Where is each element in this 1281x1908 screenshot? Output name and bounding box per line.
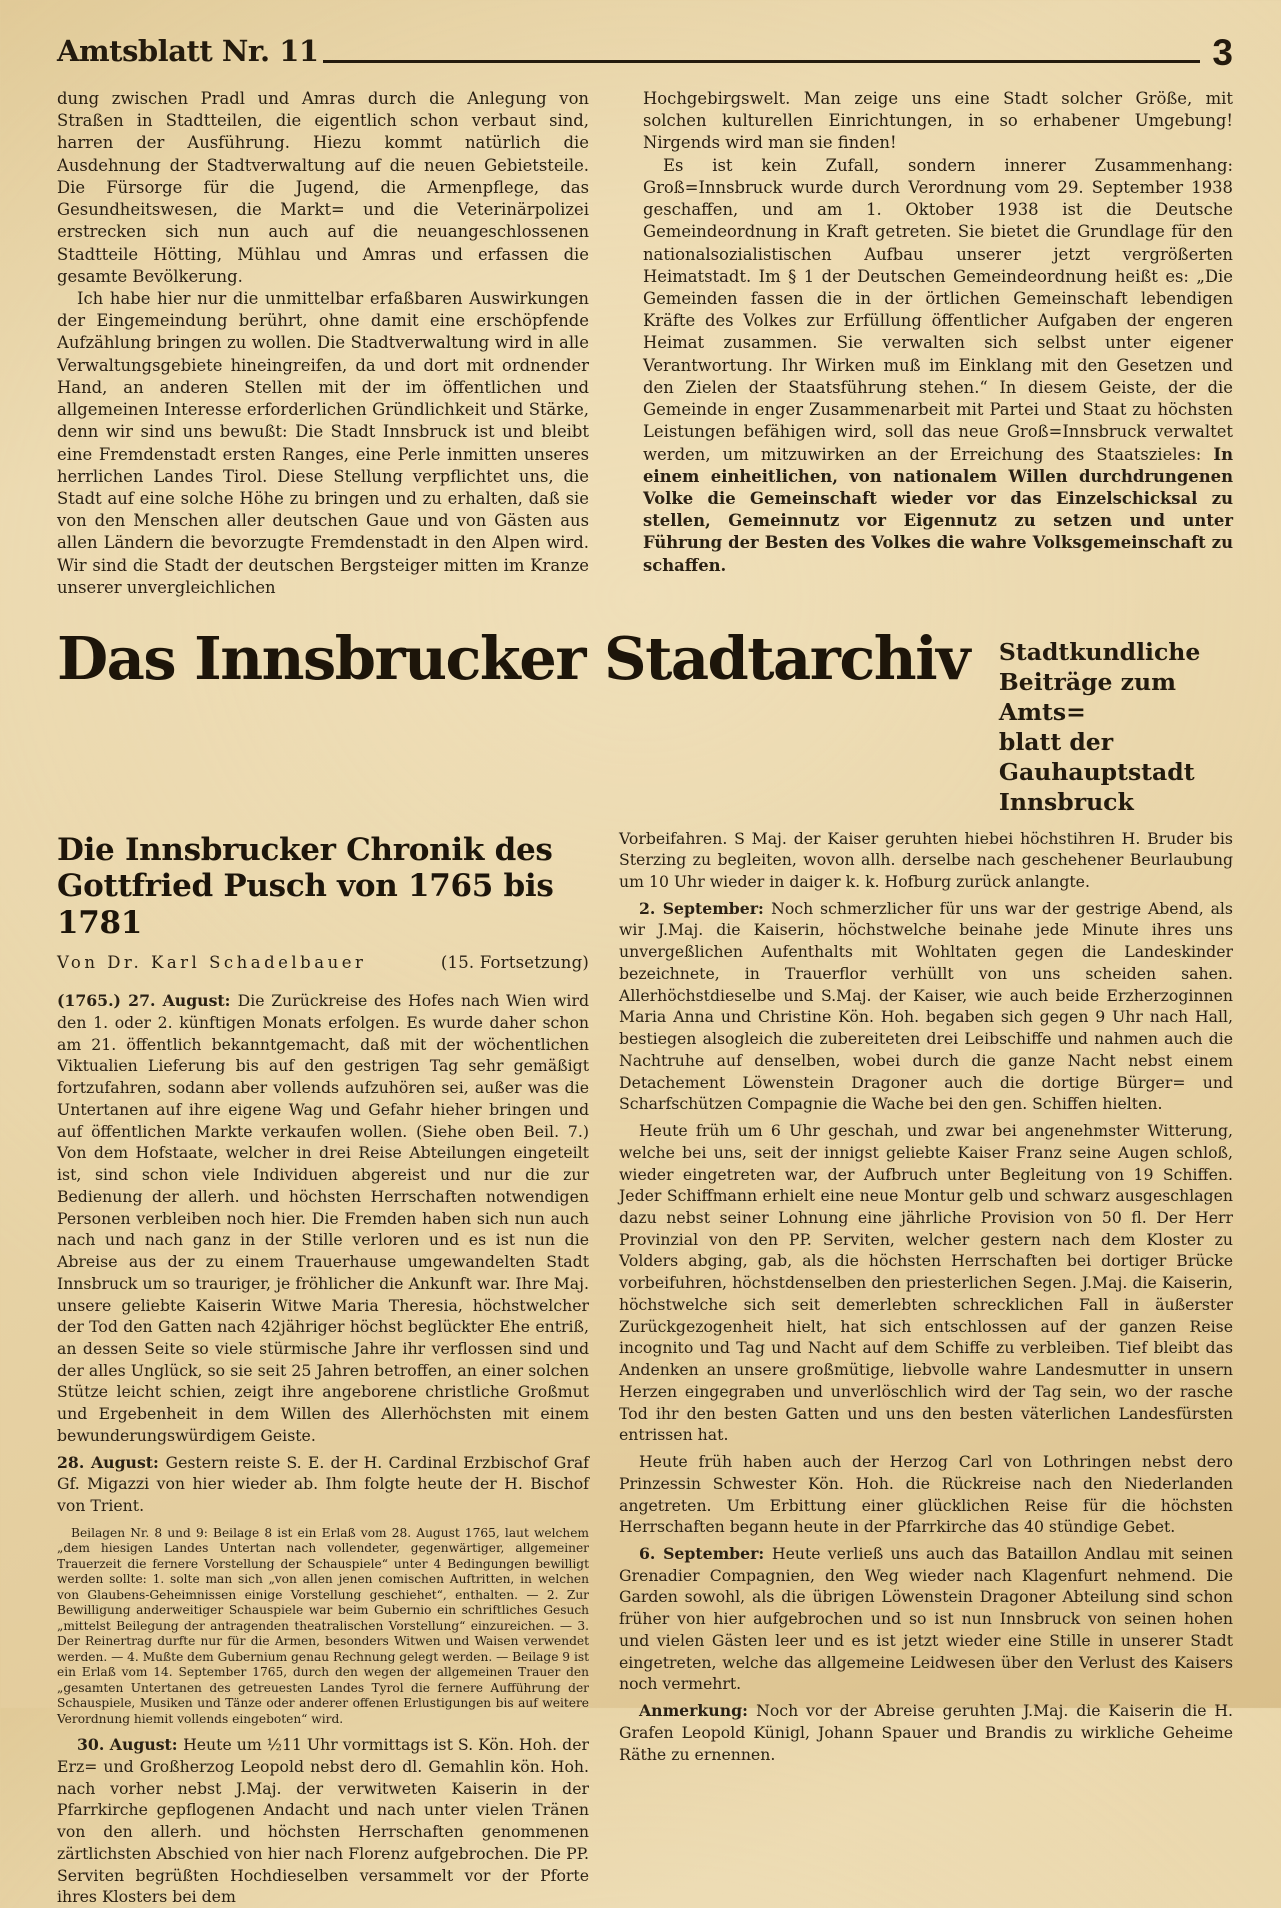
paragraph: Heute früh um 6 Uhr geschah, und zwar bei angenehmster Witterung, welche bei uns, seit der innigst geliebte Kaiser Franz seine Augen schloß, wieder eingetreten war, der Aufbruch unter Begleitung von 19 Schiffen. Jeder Schiffmann erhielt eine neue Montur gelb und schwarz ausgeschlagen dazu nebst seiner Lohnung eine jährliche Provision von 50 fl. Der Herr Provinzial von den PP. Serviten, welcher gestern nach dem Kloster zu Volders abging, gab, als die höchsten Herrschaften bei dortiger Brücke vorbeifuhren, höchstdenselben den priesterlichen Segen. J.Maj. die Kaiserin, höchstwelche sich seit demerlebten schrecklichen Fall in äußerster Zurückgezogenheit hielt, hat sich entschlossen auf der ganzen Reise incognito und Tag und Nacht auf dem Schiffe zu verbleiben. Tief bleibt das Andenken an unsere großmütige, liebvolle wahre Landesmutter in unsern Herzen eingegraben und unverlöschlich wird der Tag sein, wo der rasche Tod ihr den besten Gatten und uns den besten väterlichen Landesfürsten entrissen hat. xyxy=(619,1120,1233,1446)
paragraph: 30. August: Heute um ½11 Uhr vormittags ist S. Kön. Hoh. der Erz= und Großherzog Leopold nebst dero dl. Gemahlin kön. Hoh. nach vorher nebst J.Maj. der verwitweten Kaiserin in der Pfarrkirche gepflogenen Andacht und nach unter vielen Tränen von den allerh. und höchsten Herrschaften genommenen zärtlichsten Abschied von hier nach Florenz aufgebrochen. Die PP. Serviten begrüßten Hochdieselben versammelt vor der Pforte ihres Klosters bei dem xyxy=(57,1734,589,1908)
archive-subtitle xyxy=(999,637,1233,817)
article-section xyxy=(57,828,1233,1908)
archive-subtitle-line1: Stadtkundliche Beiträge zum Amts= xyxy=(999,637,1233,727)
archive-subtitle-line2: blatt der Gauhauptstadt Innsbruck xyxy=(999,727,1233,817)
archive-banner xyxy=(57,629,1233,817)
page-header xyxy=(57,34,1233,68)
top-right-column xyxy=(643,88,1233,599)
header-rule xyxy=(323,60,1201,63)
byline: Von Dr. Karl Schadelbauer xyxy=(57,953,366,972)
article-right-column xyxy=(619,828,1233,1908)
paragraph: 2. September: Noch schmerzlicher für uns war der gestrige Abend, als wir J.Maj. die Kaiserin, höchstwelche beinahe jede Minute ihres uns unvergeßlichen Aufenthalts mit Wohltaten gegen die Landeskinder bezeichnete, in Trauerflor verhüllt von uns scheiden sahen. Allerhöchstdieselbe und S.Maj. der Kaiser, wie auch beide Erzherzoginnen Maria Anna und Christine Kön. Hoh. begaben sich gegen 9 Uhr nach Hall, bestiegen alsogleich die zubereiteten drei Leibschiffe und nahmen auch die Nachtruhe auf denselben, wobei durch die ganze Nacht nebst einem Detachement Löwenstein Dragoner auch die dortige Bürger= und Scharfschützen Compagnie die Wache bei den gen. Schiffen hielten. xyxy=(619,898,1233,1115)
paragraph: Es ist kein Zufall, sondern innerer Zusammenhang: Groß=Innsbruck wurde durch Verordnung vom 29. September 1938 geschaffen, und am 1. Oktober 1938 ist die Deutsche Gemeindeordnung in Kraft getreten. Sie bietet die Grundlage für den nationalsozialistischen Aufbau unserer jetzt vergrößerten Heimatstadt. Im § 1 der Deutschen Gemeindeordnung heißt es: „Die Gemeinden fassen die in der örtlichen Gemeinschaft lebendigen Kräfte des Volkes zur Erfüllung öffentlicher Aufgaben der engeren Heimat zusammen. Sie verwalten sich selbst unter eigener Verantwortung. Ihr Wirken muß im Einklang mit den Gesetzen und den Zielen der Staatsführung stehen.“ In diesem Geiste, der die Gemeinde in enger Zusammenarbeit mit Partei und Staat zu höchsten Leistungen befähigen wird, soll das neue Groß=Innsbruck verwaltet werden, um mitzuwirken an der Erreichung des Staatszieles: In einem einheitlichen, von nationalem Willen durchdrungenen Volke die Gemeinschaft wieder vor das Einzelschicksal zu stellen, Gemeinnutz vor Eigennutz zu setzen und unter Führung der Besten des Volkes die wahre Volksgemeinschaft zu schaffen. xyxy=(643,155,1233,577)
archive-title: Das Innsbrucker Stadtarchiv xyxy=(57,629,969,689)
paragraph: Vorbeifahren. S Maj. der Kaiser geruhten hiebei höchstihren H. Bruder bis Sterzing zu begleiten, wovon allh. derselbe nach geschehener Beurlaubung um 10 Uhr wieder in daiger k. k. Hofburg zurück anlangte. xyxy=(619,828,1233,893)
article-title-line1: Die Innsbrucker Chronik des xyxy=(57,832,553,868)
article-title-line2: Gottfried Pusch von 1765 bis 1781 xyxy=(57,868,554,941)
top-left-column xyxy=(57,88,589,599)
paragraph: Hochgebirgswelt. Man zeige uns eine Stadt solcher Größe, mit solchen kulturellen Einrichtungen, in so erhabener Umgebung! Nirgends wird man sie finden! xyxy=(643,88,1233,155)
article-left-text xyxy=(57,990,589,1517)
article-title xyxy=(57,832,589,942)
paragraph: 6. September: Heute verließ uns auch das Bataillon Andlau mit seinen Grenadier Compagnien, den Weg wieder nach Klagenfurt nehmend. Die Garden sowohl, als die übrigen Löwenstein Dragoner Abteilung sind schon früher von hier aufgebrochen und so ist nun Innsbruck von seinen hohen und vielen Gästen leer und es ist jetzt wieder eine Stille in unserer Stadt eingetreten, welche das allgemeine Leidwesen über den Verlust des Kaisers noch vermehrt. xyxy=(619,1543,1233,1695)
paragraph: dung zwischen Pradl und Amras durch die Anlegung von Straßen in Stadtteilen, die eigentlich schon verbaut sind, harren der Ausführung. Hiezu kommt natürlich die Ausdehnung der Stadtverwaltung auf die neuen Gebietsteile. Die Fürsorge für die Jugend, die Armenpflege, das Gesundheitswesen, die Markt= und die Veterinärpolizei erstrecken sich nun auch auf die neuangeschlossenen Stadtteile Hötting, Mühlau und Amras und erfassen die gesamte Bevölkerung. xyxy=(57,88,589,288)
byline-row xyxy=(57,953,589,972)
article-left-text-continued xyxy=(57,1734,589,1908)
paragraph: Ich habe hier nur die unmittelbar erfaßbaren Auswirkungen der Eingemeindung berührt, ohne damit eine erschöpfende Aufzählung bringen zu wollen. Die Stadtverwaltung wird in alle Verwaltungsgebiete hineingreifen, da und dort mit ordnender Hand, an anderen Stellen mit der im öffentlichen und allgemeinen Interesse erforderlichen Gründlichkeit und Stärke, denn wir sind uns bewußt: Die Stadt Innsbruck ist und bleibt eine Fremdenstadt ersten Ranges, eine Perle inmitten unseres herrlichen Landes Tirol. Diese Stellung verpflichtet uns, die Stadt auf eine solche Höhe zu bringen und zu erhalten, daß sie von den Menschen aller deutschen Gaue und von Gästen aus allen Ländern die bevorzugte Fremdenstadt in den Alpen wird. Wir sind die Stadt der deutschen Bergsteiger mitten im Kranze unserer unvergleichlichen xyxy=(57,288,589,599)
installment-label: (15. Fortsetzung) xyxy=(441,953,589,972)
article-left-column xyxy=(57,828,589,1908)
footnote: Beilagen Nr. 8 und 9: Beilage 8 ist ein Erlaß vom 28. August 1765, laut welchem „dem hiesigen Landes Untertan nach vollendeter, gegenwärtiger, allgemeiner Trauerzeit die fernere Vorstellung der Schauspiele“ unter 4 Bedingungen bewilligt werden sollte: 1. solte man sich „von allen jenen comischen Auftritten, in welchen von Glaubens-Geheimnissen einige Vorstellung geschiehet“, enthalten. — 2. Zur Bewilligung anderweitiger Schauspiele war beim Gubernio ein schriftliches Gesuch „mittelst Beilegung der antragenden theatralischen Vorstellung“ einzureichen. — 3. Der Reinertrag durfte nur für die Armen, besonders Witwen und Waisen verwendet werden. — 4. Mußte dem Gubernium genau Rechnung gelegt werden. — Beilage 9 ist ein Erlaß vom 14. September 1765, durch den wegen der allgemeinen Trauer den „gesamten Untertanen des getreuesten Landes Tyrol die fernere Aufführung der Schauspiele, Musiken und Tänze oder anderer offenen Erlustigungen bis auf weitere Verordnung hiemit vollends eingeboten“ wird. xyxy=(57,1526,589,1727)
gazette-page xyxy=(57,34,1233,1688)
paragraph: Heute früh haben auch der Herzog Carl von Lothringen nebst dero Prinzessin Schwester Kön. Hoh. die Rückreise nach den Niederlanden angetreten. Um Erbittung einer glücklichen Reise für die höchsten Herrschaften begann heute in der Pfarrkirche das 40 stündige Gebet. xyxy=(619,1451,1233,1538)
paragraph: (1765.) 27. August: Die Zurückreise des Hofes nach Wien wird den 1. oder 2. künftigen Monats erfolgen. Es wurde daher schon am 21. öffentlich bekanntgemacht, daß mit der wöchentlichen Viktualien Lieferung bis auf den gestrigen Tag sehr gemäßigt fortzufahren, sodann aber vollends aufzuhören sei, außer was die Untertanen auf ihre eigene Wag und Gefahr hieher bringen und auf öffentlichen Markte verkaufen wollen. (Siehe oben Beil. 7.) Von dem Hofstaate, welcher in drei Reise Abteilungen eingeteilt ist, sind schon viele Individuen abgereist und nur die zur Bedienung der allerh. und höchsten Herrschaften notwendigen Personen verbleiben noch hier. Die Fremden haben sich nun auch nach und nach ganz in der Stille verloren und es ist nun die Abreise aus der zu einem Trauerhause umgewandelten Stadt Innsbruck um so trauriger, je fröhlicher die Ankunft war. Ihre Maj. unsere geliebte Kaiserin Witwe Maria Theresia, höchstwelcher der Tod den Gatten nach 42jähriger höchst beglückter Ehe entriß, an dessen Seite so viele stürmische Jahre ihr verflossen sind und der alles Unglück, so sie seit 25 Jahren betroffen, an einer solchen Stütze leicht schien, zeigt ihre angeborene christliche Großmut und Ergebenheit in dem Willen des Allerhöchsten mit einem bewunderungswürdigem Geiste. xyxy=(57,990,589,1446)
top-section xyxy=(57,88,1233,599)
masthead: Amtsblatt Nr. 11 xyxy=(57,34,319,68)
paragraph: Anmerkung: Noch vor der Abreise geruhten J.Maj. die Kaiserin die H. Grafen Leopold Künigl, Johann Spauer und Brandis zu wirkliche Geheime Räthe zu ernennen. xyxy=(619,1700,1233,1765)
page-number: 3 xyxy=(1212,38,1233,68)
paragraph: 28. August: Gestern reiste S. E. der H. Cardinal Erzbischof Graf Gf. Migazzi von hier wieder ab. Ihm folgte heute der H. Bischof von Trient. xyxy=(57,1452,589,1517)
